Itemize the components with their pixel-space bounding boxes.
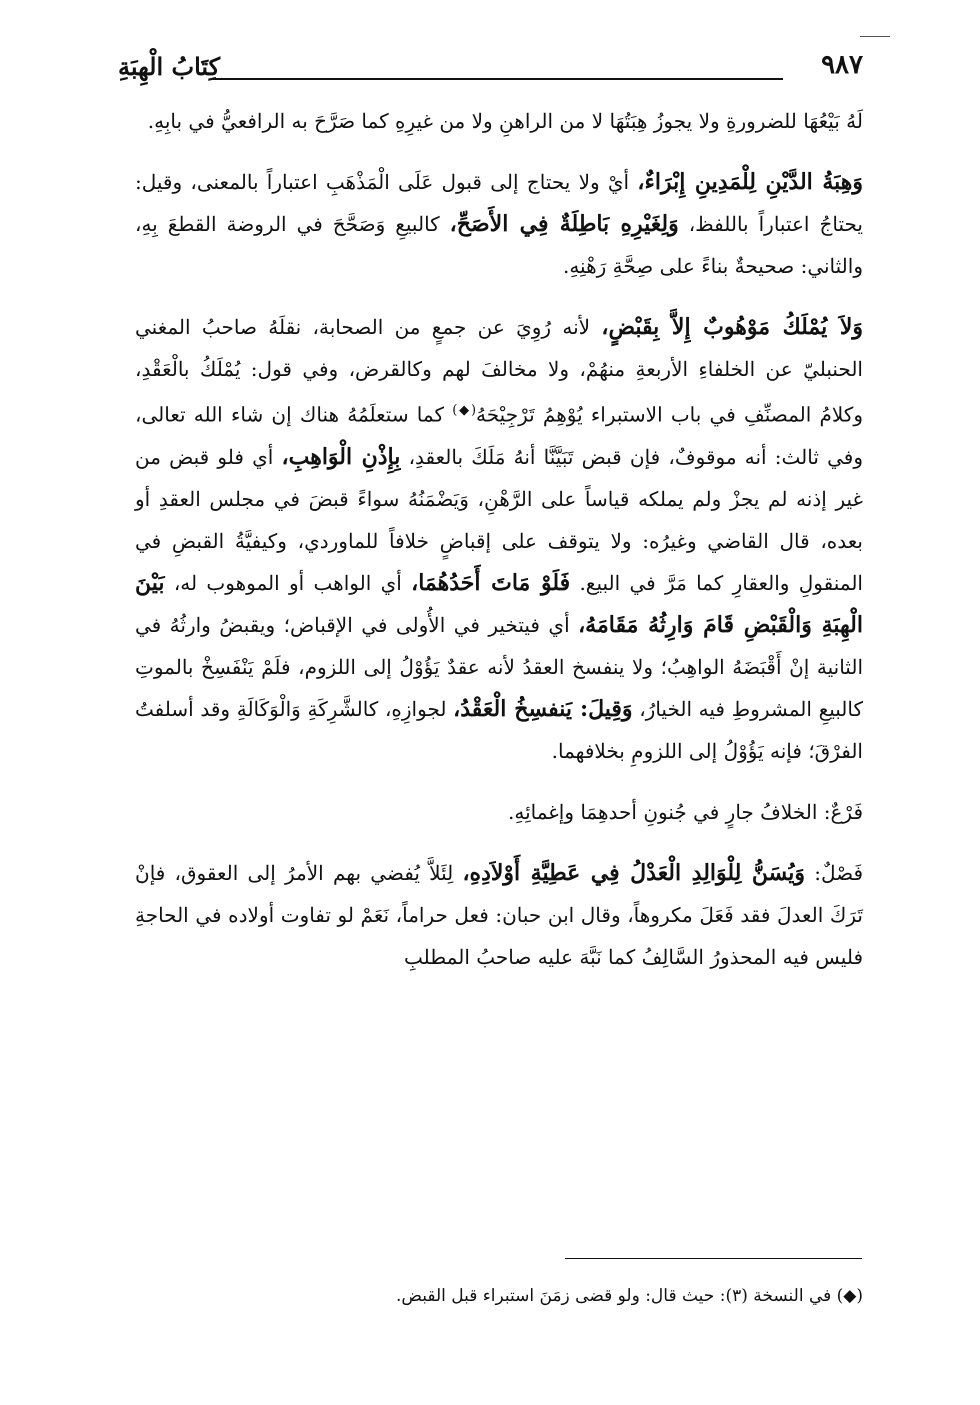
- matn-text: وَيُسَنُّ لِلْوَالِدِ الْعَدْلُ فِي عَطِيَّةِ أَوْلاَدِهِ،: [462, 859, 805, 886]
- footnote-text: في النسخة (٣): حيث قال: ولو قضى زمَنَ استبراء قبل القبض.: [395, 1286, 837, 1306]
- matn-text: بِإِذْنِ الْوَاهِبِ،: [281, 443, 401, 470]
- matn-text: وَلِغَيْرِهِ بَاطِلَةٌ فِي الأَصَحِّ،: [449, 211, 679, 237]
- footnote-ref: (◆): [452, 403, 477, 418]
- paragraph-p3: [135, 306, 863, 772]
- sharh-text: أي الواهب أو الموهوب له،: [164, 570, 412, 595]
- matn-text: بَيْنَ الْهِبَةِ وَالْقَبْضِ قَامَ وَارِثُهُ مَقَامَهُ،: [135, 569, 863, 638]
- matn-text: وَهِبَةُ الدَّيْنِ لِلْمَدِينِ إِبْرَاءٌ،: [637, 169, 863, 195]
- paragraph-p5: [135, 852, 863, 978]
- page-number: ٩٨٧: [821, 50, 863, 80]
- sharh-text: أي فلو قبض من غير إذنه لم يجزْ ولم يملكه قياساً على الرَّهْنِ، وَيَضْمَنُهُ سواءً قبضَ في مجلس العقدِ أو بعده، قال القاضي وغيرُه: ولا يتوقف على إقباضٍ خلافاً للماوردي، وكيفيَّةُ القبضِ في المنقولِ والعقارِ كما مَرَّ في البيع.: [135, 444, 863, 595]
- matn-text: وَلاَ يُمْلَكُ مَوْهُوبٌ إِلاَّ بِقَبْضٍ،: [601, 314, 863, 340]
- paragraph-p1: [135, 100, 863, 142]
- matn-text: فَلَوْ مَاتَ أَحَدُهُمَا،: [411, 569, 571, 596]
- sharh-text: كما ستعلَمُهُ هناك إن شاء الله تعالى، وفي ثالث: أنه موقوفٌ، فإن قبض تَبَيَّنَّا أنهُ مَلَكَ بالعقدِ،: [135, 402, 863, 469]
- sharh-text: أيْ ولا يحتاج إلى قبول عَلَى الْمَذْهَبِ اعتباراً بالمعنى، وقيل: يحتاجُ اعتباراً باللفظ،: [135, 170, 863, 236]
- sharh-text: فَرْعٌ: الخلافُ جارٍ في جُنونِ أحدهِمَا وإغمائِهِ.: [508, 799, 863, 824]
- sharh-text: لأنه رُوِيَ عن جمعٍ من الصحابة، نقلَهُ صاحبُ المغني الحنبليّ عن الخلفاءِ الأربعةِ منهُمْ، ولا مخالفَ لهم وكالقرض، وفي قول: يُمْلَكُ بالْعَقْدِ، وكلامُ المصنِّفِ في باب الاستبراء يُوْهِمُ تَرْجِيْحَهُ: [135, 315, 863, 427]
- sharh-text: أي فيتخير في الأُولى في الإقباض؛ ويقبضُ وارثُهُ في الثانية إنْ أَقْبَضَهُ الواهِبُ؛ ولا ينفسخ العقدُ لأنه عقدٌ يَؤُوْلُ إلى اللزوم، فلَمْ يَنْفَسِخْ بالموتِ كالبيعِ المشروطِ فيه الخيارُ،: [135, 612, 863, 721]
- book-title: كِتَابُ الْهِبَةِ: [118, 52, 221, 81]
- main-text: [135, 100, 863, 997]
- matn-text: وَقِيلَ: يَنفسِخُ الْعَقْدُ،: [453, 695, 633, 722]
- sharh-text: كالبيعِ وَصَحَّحَ في الروضة القطعَ بِهِ، والثاني: صحيحةٌ بناءً على صِحَّةِ رَهْنِهِ.: [135, 212, 863, 278]
- footnote: [135, 1282, 863, 1310]
- page-header: [118, 48, 863, 92]
- footnote-rule: [565, 1258, 862, 1259]
- sharh-text: لَهُ بَيْعُهَا للضرورةِ ولا يجوزُ هِبَتُهَا لا من الراهنِ ولا من غيرِهِ كما صَرَّحَ به الرافعيُّ في بابِهِ.: [147, 109, 863, 133]
- footnote-marker: (◆): [836, 1286, 863, 1306]
- paragraph-p2: [135, 161, 863, 287]
- corner-mark: [860, 36, 890, 37]
- sharh-text: لجوازِهِ، كالشَّرِكَةِ وَالْوَكَالَةِ وقد أسلفتُ الفرْقَ؛ فإنه يَؤُوْلُ إلى اللزومِ بخلافهما.: [135, 696, 863, 763]
- sharh-text: فَصْلٌ:: [805, 860, 864, 885]
- paragraph-p4: [135, 791, 863, 833]
- header-rule: [213, 78, 783, 80]
- sharh-text: لِئَلاَّ يُفضي بهم الأمرُ إلى العقوق، فإنْ تَرَكَ العدلَ فقد فَعَلَ مكروهاً، وقال ابن حبان: فعل حراماً، نَعَمْ لو تفاوت أولاده في الحاجةِ فليس فيه المحذورُ السَّالِفُ كما نَبَّهَ عليه صاحبُ المطلبِ: [135, 860, 863, 969]
